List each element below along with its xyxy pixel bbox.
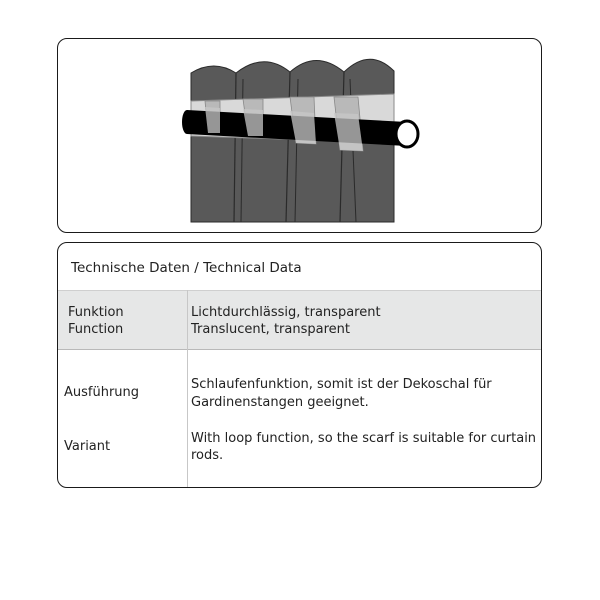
technical-data-card <box>57 242 542 488</box>
column-divider <box>187 290 188 487</box>
rod-left-cap <box>182 110 192 134</box>
label-function: Function <box>68 322 124 337</box>
label-variant: Variant <box>64 439 111 454</box>
label-ausfuehrung: Ausführung <box>64 385 140 400</box>
rod-end-cap <box>396 121 418 147</box>
value-funktion: Lichtdurchlässig, transparent <box>191 305 381 320</box>
label-funktion: Funktion <box>68 305 124 320</box>
value-ausfuehrung-line1: Schlaufenfunktion, somit ist der Dekoschal für <box>191 377 492 392</box>
table-title: Technische Daten / Technical Data <box>71 260 302 276</box>
value-variant-line2: rods. <box>191 448 224 463</box>
value-variant-line1: With loop function, so the scarf is suitable for curtain <box>191 431 537 446</box>
value-ausfuehrung-line2: Gardinenstangen geeignet. <box>191 395 369 410</box>
value-function: Translucent, transparent <box>191 322 350 337</box>
illustration-card <box>57 38 542 233</box>
curtain-rod-illustration <box>58 39 542 233</box>
